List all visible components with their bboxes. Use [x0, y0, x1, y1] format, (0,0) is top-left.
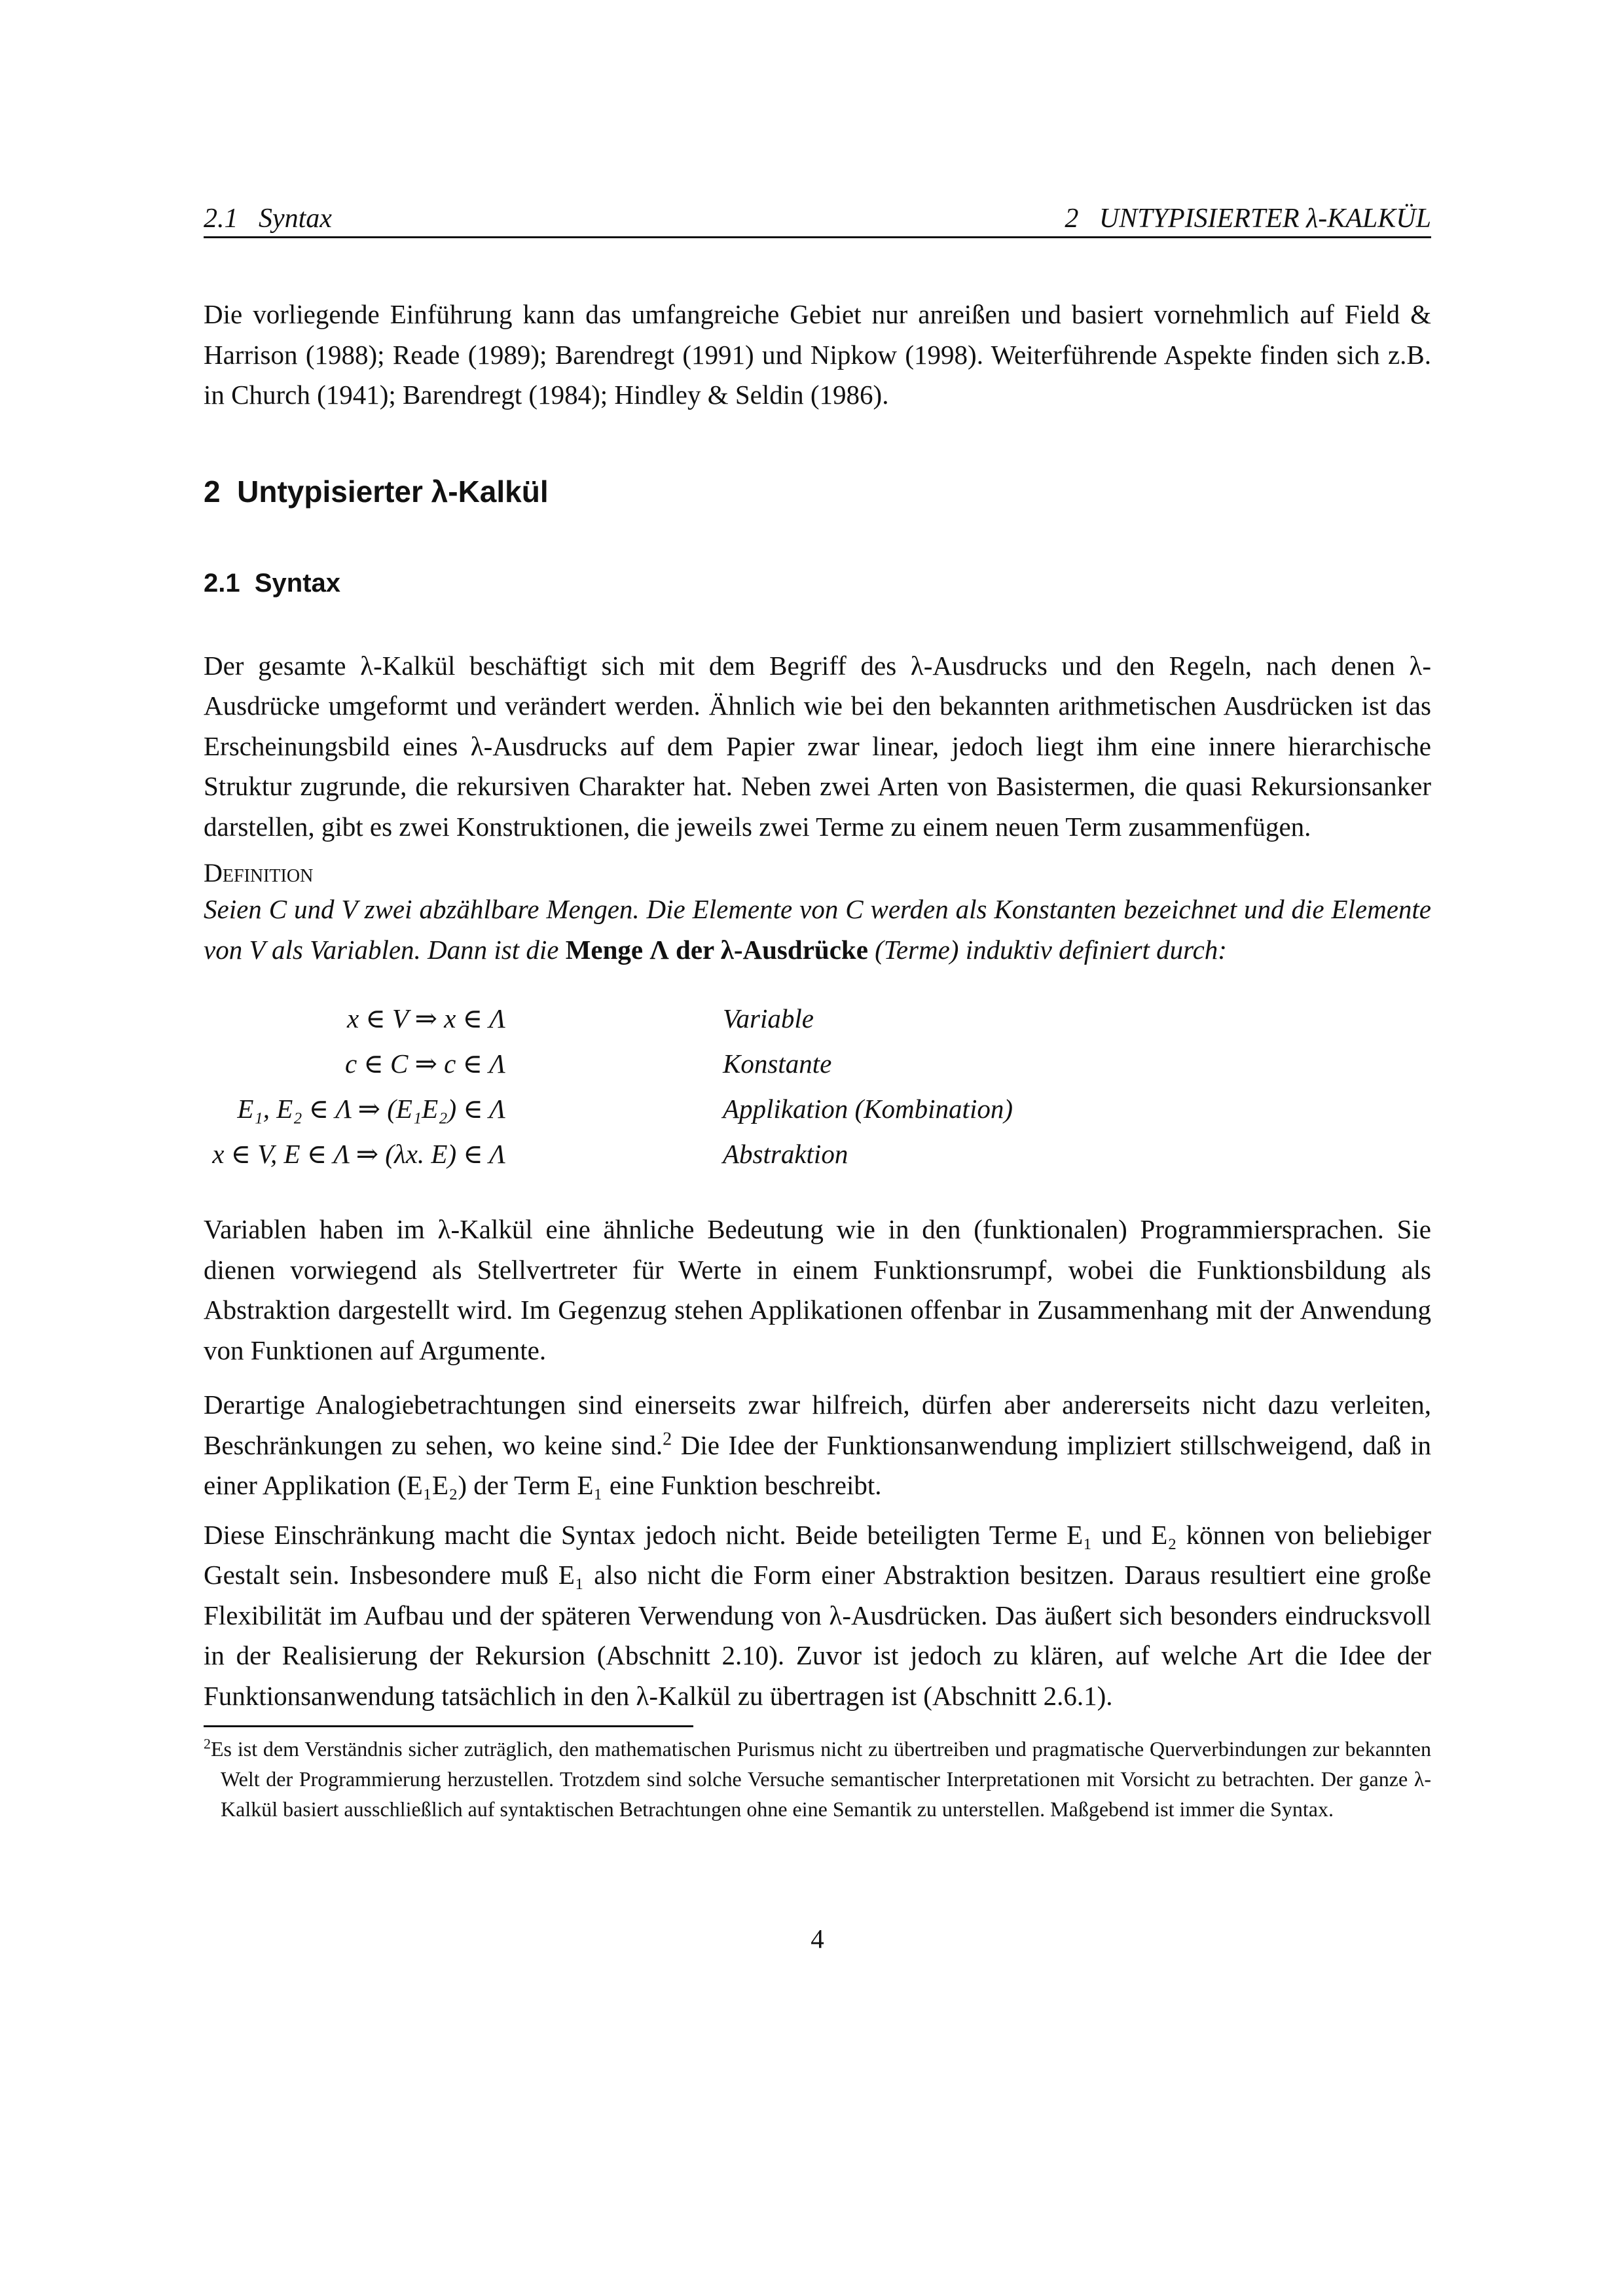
rule-name: Variable [723, 1003, 814, 1033]
running-header [204, 202, 1431, 235]
rule-name: Konstante [723, 1049, 832, 1079]
header-left: 2.1 Syntax [204, 204, 332, 234]
footnote [204, 1734, 1431, 1824]
rule-formula: c ∈ C ⇒ c ∈ Λ [344, 1049, 505, 1079]
paragraph-3 [204, 1385, 1431, 1506]
page-number: 4 [811, 1924, 824, 1954]
footnote-ref[interactable]: 2 [663, 1428, 672, 1449]
paragraph-4: Diese Einschränkung macht die Syntax jedoch nicht. Beide beteiligten Terme E₁ und E₂ können von beliebiger Gestalt sein. Insbesondere muß E₁ also nicht die Form einer Abstraktion besitzen. Daraus resultiert eine große Flexibilität im Aufbau und der späteren Verwendung von λ-Ausdrücken. Das äußert sich besonders eindrucksvoll in der Realisierung der Rekursion (Abschnitt 2.10). Zuvor ist jedoch zu klären, auf welche Art die Idee der Funktionsanwendung tatsächlich in den λ-Kalkül zu übertragen ist (Abschnitt 2.6.1). [204, 1519, 1431, 1711]
rule-formula: E₁, E₂ ∈ Λ ⇒ (E₁E₂) ∈ Λ [237, 1094, 505, 1124]
paragraph-2: Variablen haben im λ-Kalkül eine ähnliche Bedeutung wie in den (funktionalen) Programmiersprachen. Sie dienen vorwiegend als Stellvertreter für Werte in einem Funktionsrumpf, wobei die Funktionsbildung als Abstraktion dargestellt wird. Im Gegenzug stehen Applikationen offenbar in Zusammenhang mit der Anwendung von Funktionen auf Argumente. [204, 1214, 1431, 1365]
footnote-text: Es ist dem Verständnis sicher zuträglich, den mathematischen Purismus nicht zu übertreiben und pragmatische Querverbindungen zur bekannten Welt der Programmierung herzustellen. Trotzdem sind solche Versuche semantischer Interpretationen mit Vorsicht zu betrachten. Der ganze λ-Kalkül basiert ausschließlich auf syntaktischen Betrachtungen ohne eine Semantik zu unterstellen. Maßgebend ist immer die Syntax. [211, 1737, 1431, 1821]
definition-text-b: (Terme) induktiv definiert durch: [867, 934, 1227, 965]
definition-text-a: Seien C und V zwei abzählbare Mengen. Die Elemente von C werden als Konstanten bezeichnet und die Elemente von V als Variablen. Dann ist die [204, 894, 1431, 965]
rule-formula: x ∈ V ⇒ x ∈ Λ [346, 1003, 505, 1033]
definition-rules [204, 996, 1431, 1177]
footnote-mark: 2 [204, 1735, 211, 1752]
paragraph-3-a: Derartige Analogiebetrachtungen sind einerseits zwar hilfreich, dürfen aber andererseits nicht dazu verleiten, Beschränkungen zu sehen, wo keine sind. [204, 1390, 1431, 1460]
footnote-rule [204, 1725, 693, 1727]
definition-text [204, 889, 1431, 970]
rule-formula: x ∈ V, E ∈ Λ ⇒ (λx. E) ∈ Λ [212, 1139, 505, 1169]
rule-name: Applikation (Kombination) [723, 1094, 1013, 1124]
header-right: 2 UNTYPISIERTER λ-KALKÜL [1065, 204, 1431, 234]
section-heading: 2 Untypisierter λ-Kalkül [204, 474, 549, 509]
definition-label: Definition [204, 858, 314, 888]
page-content [204, 202, 1431, 1955]
paragraph-3-b: Die Idee der Funktionsanwendung impliziert stillschweigend, daß in einer Applikation (E₁E₂) der Term E₁ eine Funktion beschreibt. [204, 1429, 1431, 1500]
rule-name: Abstraktion [723, 1139, 848, 1169]
definition-bold-term: Menge Λ der λ-Ausdrücke [565, 934, 868, 965]
paragraph-1: Der gesamte λ-Kalkül beschäftigt sich mit dem Begriff des λ-Ausdrucks und den Regeln, nach denen λ-Ausdrücke umgeformt und verändert werden. Ähnlich wie bei den bekannten arithmetischen Ausdrücken ist das Erscheinungsbild eines λ-Ausdrucks auf dem Papier zwar linear, jedoch liegt ihm eine innere hierarchische Struktur zugrunde, die rekursiven Charakter hat. Neben zwei Arten von Basistermen, die quasi Rekursionsanker darstellen, gibt es zwei Konstruktionen, die jeweils zwei Terme zu einem neuen Term zusammenfügen. [204, 650, 1431, 842]
header-rule [204, 236, 1431, 238]
subsection-heading: 2.1 Syntax [204, 568, 341, 598]
intro-paragraph: Die vorliegende Einführung kann das umfangreiche Gebiet nur anreißen und basiert vornehmlich auf Field & Harrison (1988); Reade (1989); Barendregt (1991) und Nipkow (1998). Weiterführende Aspekte finden sich z.B. in Church (1941); Barendregt (1984); Hindley & Seldin (1986). [204, 299, 1431, 410]
